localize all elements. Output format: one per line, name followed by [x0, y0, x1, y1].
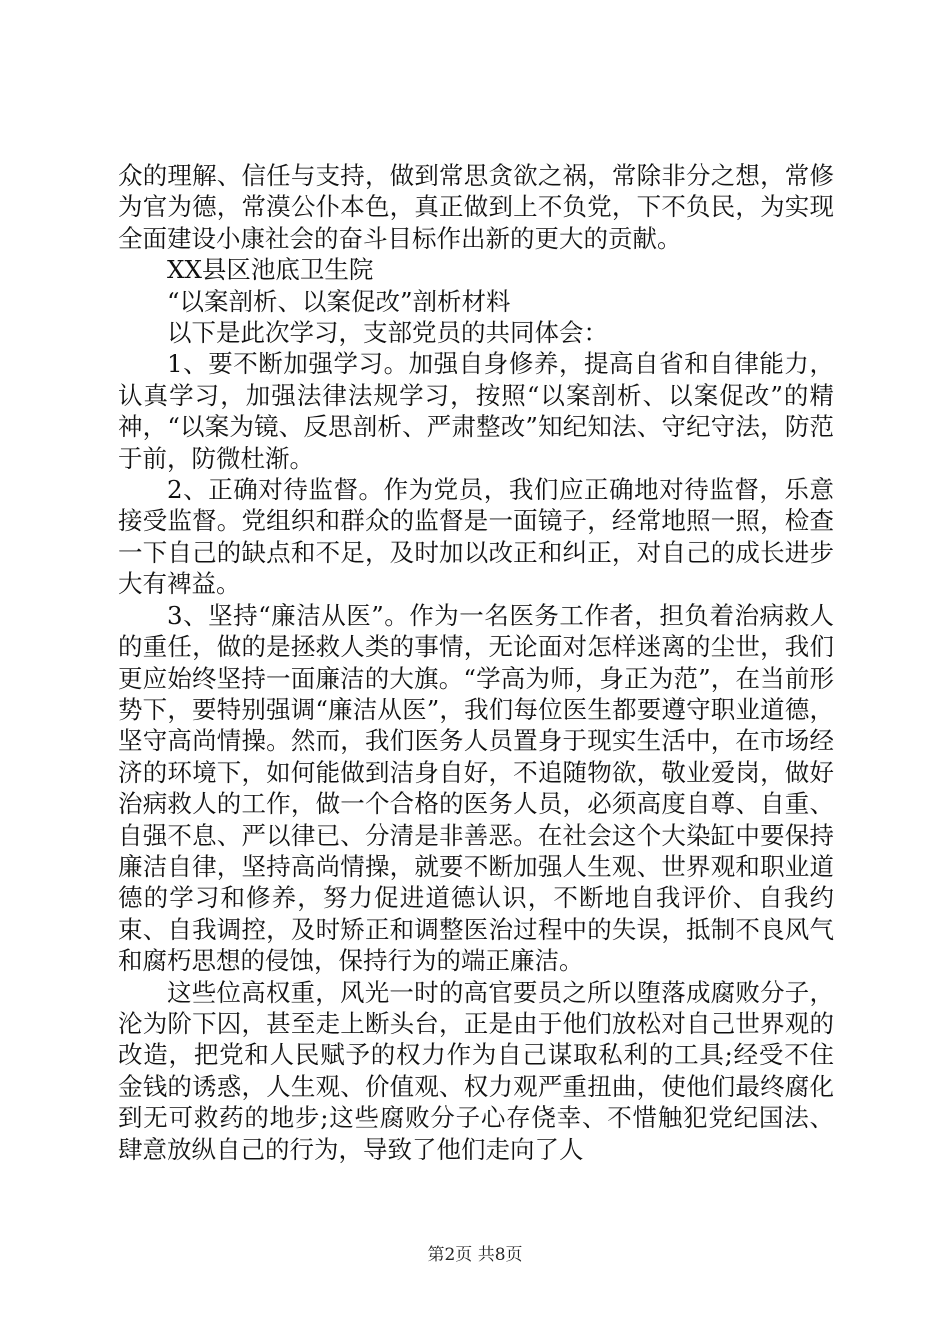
paragraph-hospital-name: XX县区池底卫生院	[167, 255, 374, 285]
paragraph-corruption: 这些位高权重，风光一时的高官要员之所以堕落成腐败分子，沦为阶下囚，甚至走上断头台，正是由于他们放松对自己世界观的改造，把党和人民赋予的权力作为自己谋取私利的工具;经受不住金钱的诱惑，人生观、价值观、权力观严重扭曲，使他们最终腐化到无可救药的地步;这些腐败分子心存侥幸、不惜触犯党纪国法、肆意放纵自己的行为，导致了他们走向了人	[118, 977, 834, 1164]
paragraph-continuation: 众的理解、信任与支持，做到常思贪欲之祸，常除非分之想，常修为官为德，常漠公仆本色，真正做到上不负党，下不负民，为实现全面建设小康社会的奋斗目标作出新的更大的贡献。	[118, 161, 834, 253]
page-number-footer: 第2页 共8页	[427, 1245, 523, 1265]
paragraph-material-title: “以案剖析、以案促改”剖析材料	[167, 286, 511, 316]
paragraph-point-2: 2、正确对待监督。作为党员，我们应正确地对待监督，乐意接受监督。党组织和群众的监督是一面镜子，经常地照一照，检查一下自己的缺点和不足，及时加以改正和纠正，对自己的成长进步大有裨益。	[118, 475, 834, 599]
document-body	[118, 160, 834, 1165]
paragraph-intro: 以下是此次学习，支部党员的共同体会：	[167, 318, 608, 348]
paragraph-point-3: 3、坚持“廉洁从医”。作为一名医务工作者，担负着治病救人的重任，做的是拯救人类的事情，无论面对怎样迷离的尘世，我们更应始终坚持一面廉洁的大旗。“学高为师，身正为范”，在当前形势下，要特别强调“廉洁从医”，我们每位医生都要遵守职业道德，坚守高尚情操。然而，我们医务人员置身于现实生活中，在市场经济的环境下，如何能做到洁身自好，不追随物欲，敬业爱岗，做好治病救人的工作，做一个合格的医务人员，必须高度自尊、自重、自强不息、严以律已、分清是非善恶。在社会这个大染缸中要保持廉洁自律，坚持高尚情操，就要不断加强人生观、世界观和职业道德的学习和修养，努力促进道德认识，不断地自我评价、自我约束、自我调控，及时矫正和调整医治过程中的失误，抵制不良风气和腐朽思想的侵蚀，保持行为的端正廉洁。	[118, 600, 834, 976]
paragraph-point-1: 1、要不断加强学习。加强自身修养，提高自省和自律能力，认真学习，加强法律法规学习，按照“以案剖析、以案促改”的精神，“以案为镜、反思剖析、严肃整改”知纪知法、守纪守法，防范于前，防微杜渐。	[118, 349, 834, 473]
